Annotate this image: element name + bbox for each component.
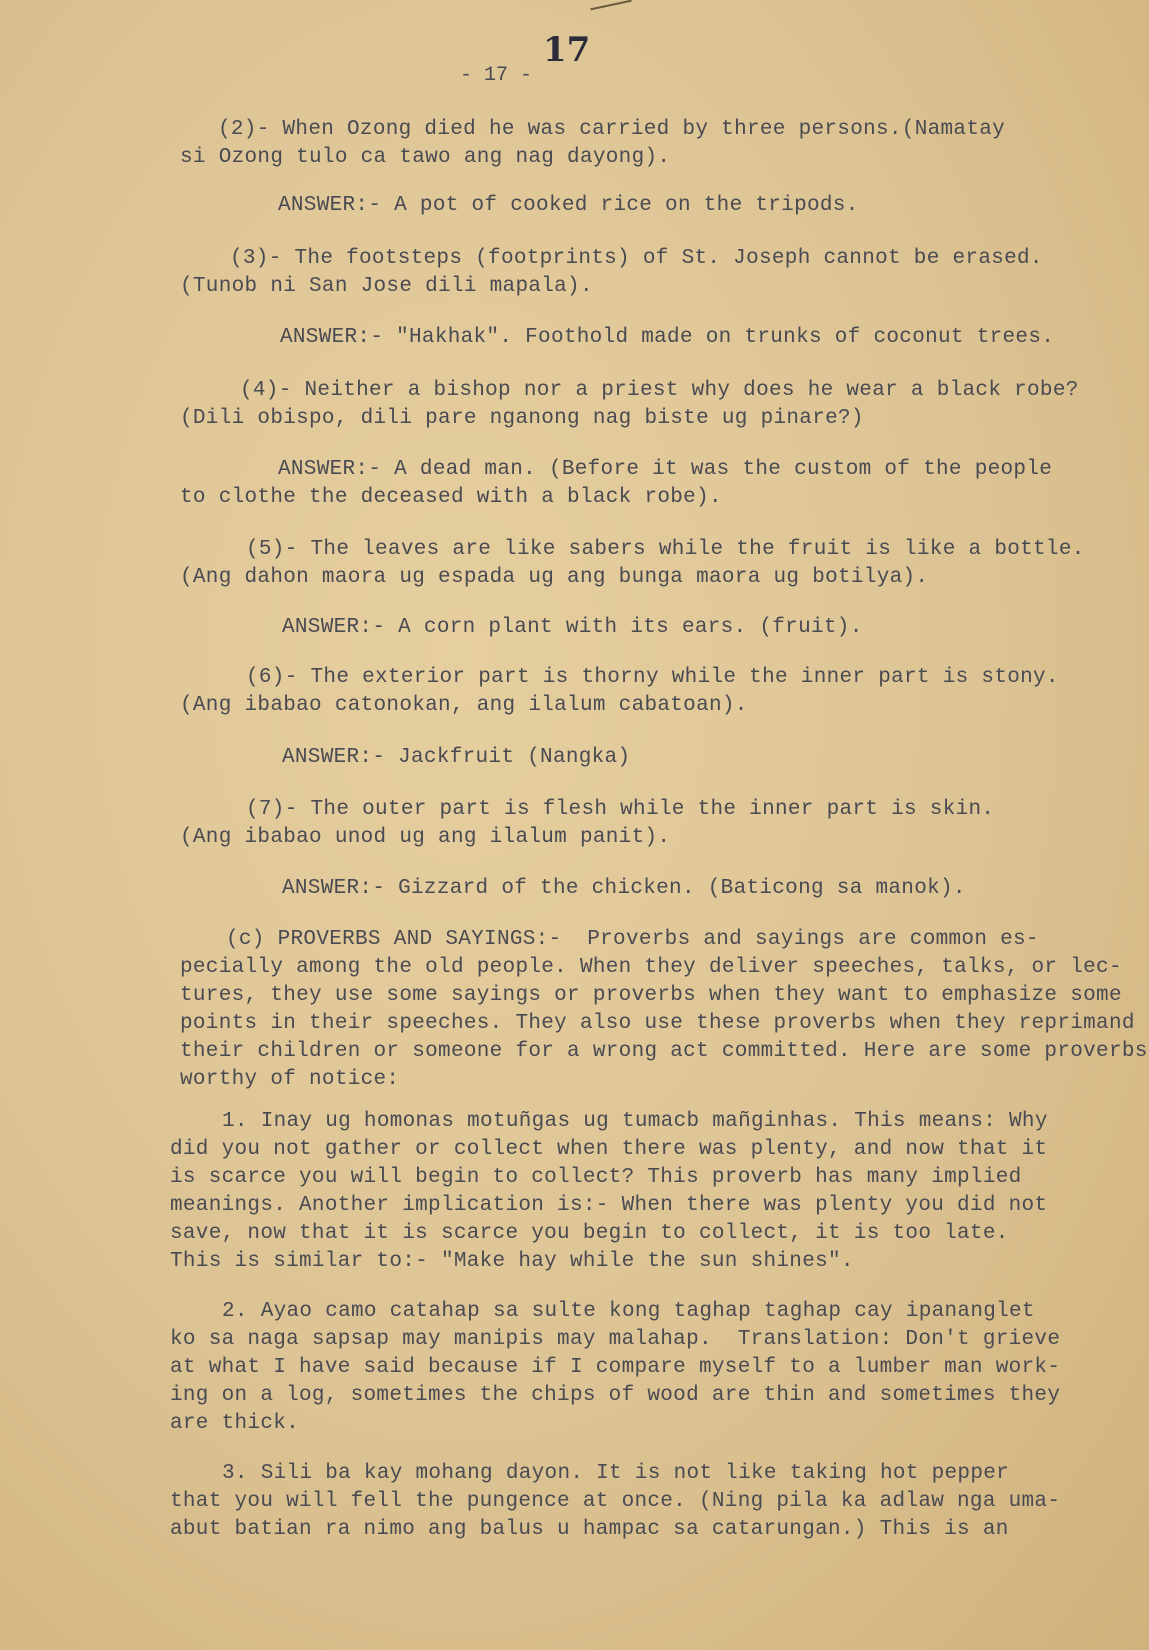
riddle-question-line: si Ozong tulo ca tawo ang nag dayong). [180, 146, 671, 169]
proverbs-intro-line: their children or someone for a wrong act committed. Here are some proverbs [180, 1040, 1148, 1063]
riddle-question-line: (Tunob ni San Jose dili mapala). [180, 275, 593, 298]
proverb-line: is scarce you will begin to collect? This proverb has many implied [170, 1166, 1022, 1189]
proverb-line: that you will fell the pungence at once. (Ning pila ka adlaw nga uma- [170, 1490, 1061, 1513]
riddle-answer-line: ANSWER:- Jackfruit (Nangka) [282, 746, 631, 769]
proverb-line: are thick. [170, 1412, 300, 1435]
proverb-line: did you not gather or collect when there was plenty, and now that it [170, 1138, 1048, 1161]
proverb-line: ko sa naga sapsap may manipis may malahap. Translation: Don't grieve [170, 1328, 1061, 1351]
typed-page-number: - 17 - [460, 64, 533, 87]
riddle-question-line: (Dili obispo, dili pare nganong nag biste ug pinare?) [180, 407, 864, 430]
proverbs-intro-line: (c) PROVERBS AND SAYINGS:- Proverbs and sayings are common es- [226, 928, 1039, 951]
proverb-line: This is similar to:- "Make hay while the sun shines". [170, 1250, 854, 1273]
riddle-answer-line: ANSWER:- A corn plant with its ears. (fruit). [282, 616, 863, 639]
handwritten-page-number: 17 [543, 30, 591, 70]
riddle-answer-line: to clothe the deceased with a black robe). [180, 486, 722, 509]
pen-mark [590, 0, 631, 10]
proverb-line: ing on a log, sometimes the chips of wood are thin and sometimes they [170, 1384, 1061, 1407]
riddle-question-line: (3)- The footsteps (footprints) of St. Joseph cannot be erased. [230, 247, 1043, 270]
riddle-answer-line: ANSWER:- "Hakhak". Foothold made on trunks of coconut trees. [280, 326, 1055, 349]
riddle-question-line: (7)- The outer part is flesh while the inner part is skin. [246, 798, 995, 821]
riddle-question-line: (4)- Neither a bishop nor a priest why does he wear a black robe? [240, 379, 1079, 402]
proverb-line: abut batian ra nimo ang balus u hampac sa catarungan.) This is an [170, 1518, 1009, 1541]
proverbs-intro-line: tures, they use some sayings or proverbs when they want to emphasize some [180, 984, 1122, 1007]
riddle-answer-line: ANSWER:- Gizzard of the chicken. (Baticong sa manok). [282, 877, 966, 900]
proverb-line: 1. Inay ug homonas motuñgas ug tumacb mañginhas. This means: Why [222, 1110, 1048, 1133]
proverbs-intro-line: pecially among the old people. When they deliver speeches, talks, or lec- [180, 956, 1122, 979]
proverb-line: save, now that it is scarce you begin to collect, it is too late. [170, 1222, 1009, 1245]
proverbs-intro-line: worthy of notice: [180, 1068, 400, 1091]
proverb-line: 3. Sili ba kay mohang dayon. It is not like taking hot pepper [222, 1462, 1010, 1485]
proverb-line: meanings. Another implication is:- When there was plenty you did not [170, 1194, 1048, 1217]
riddle-question-line: (5)- The leaves are like sabers while the fruit is like a bottle. [246, 538, 1085, 561]
riddle-answer-line: ANSWER:- A pot of cooked rice on the tripods. [278, 194, 859, 217]
proverb-line: 2. Ayao camo catahap sa sulte kong taghap taghap cay ipananglet [222, 1300, 1035, 1323]
riddle-question-line: (2)- When Ozong died he was carried by three persons.(Namatay [218, 118, 1006, 141]
proverb-line: at what I have said because if I compare myself to a lumber man work- [170, 1356, 1061, 1379]
riddle-question-line: (Ang ibabao unod ug ang ilalum panit). [180, 826, 671, 849]
proverbs-intro-line: points in their speeches. They also use these proverbs when they reprimand [180, 1012, 1135, 1035]
riddle-question-line: (Ang dahon maora ug espada ug ang bunga maora ug botilya). [180, 566, 929, 589]
riddle-question-line: (6)- The exterior part is thorny while the inner part is stony. [246, 666, 1059, 689]
riddle-answer-line: ANSWER:- A dead man. (Before it was the custom of the people [278, 458, 1053, 481]
riddle-question-line: (Ang ibabao catonokan, ang ilalum cabatoan). [180, 694, 748, 717]
